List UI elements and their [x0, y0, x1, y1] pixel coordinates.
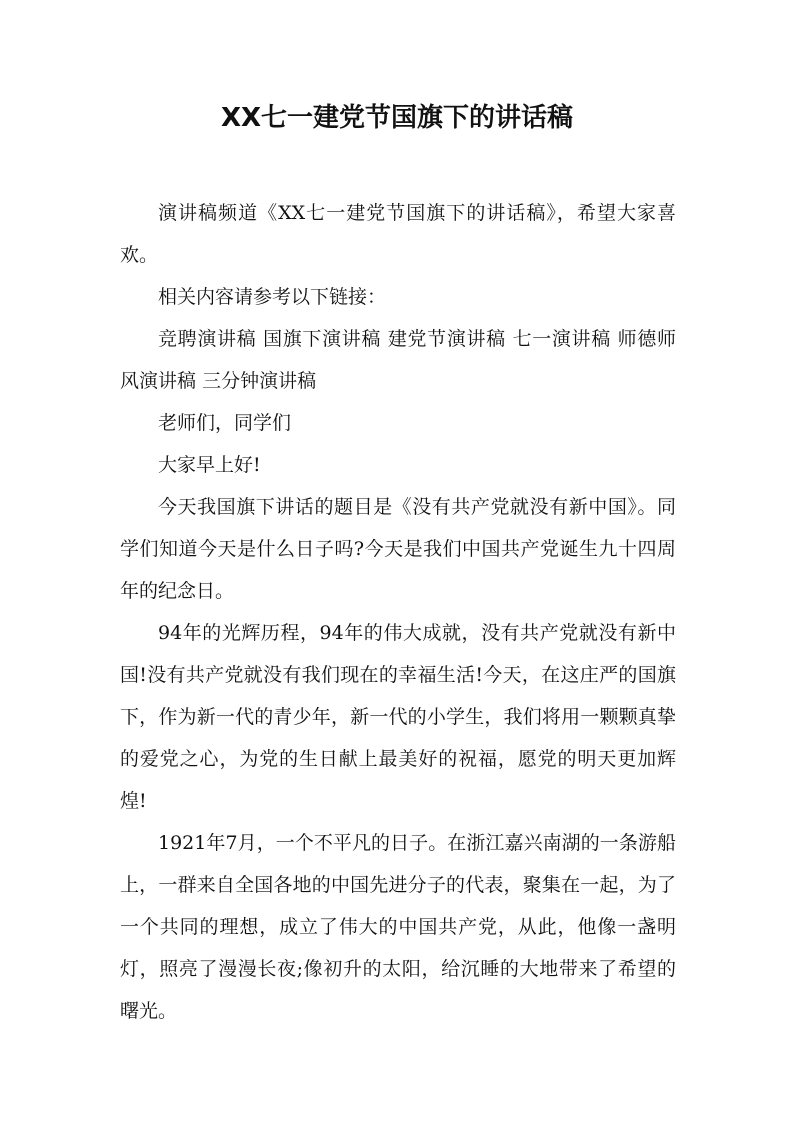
history-paragraph: 1921年7月，一个不平凡的日子。在浙江嘉兴南湖的一条游船上，一群来自全国各地的中国先进分子的代表，聚集在一起，为了一个共同的理想，成立了伟大的中国共产党，从此，他像一盏明灯，照亮了漫漫长夜;像初升的太阳，给沉睡的大地带来了希望的曙光。 — [120, 832, 676, 1022]
document-body — [120, 192, 676, 1032]
morning-greeting-paragraph: 大家早上好! — [158, 454, 261, 476]
link-flag-speech[interactable]: 国旗下演讲稿 — [263, 328, 382, 350]
links-intro-paragraph: 相关内容请参考以下链接： — [158, 286, 387, 308]
link-teacher-ethics-speech[interactable]: 师德师风演讲稿 — [120, 328, 676, 392]
intro-paragraph: 演讲稿频道《XX七一建党节国旗下的讲话稿》，希望大家喜欢。 — [120, 202, 676, 266]
link-party-day-speech[interactable]: 建党节演讲稿 — [387, 328, 506, 350]
related-links — [120, 318, 676, 402]
link-july-first-speech[interactable]: 七一演讲稿 — [512, 328, 611, 350]
achievement-paragraph: 94年的光辉历程，94年的伟大成就，没有共产党就没有新中国!没有共产党就没有我们现在的幸福生活!今天，在这庄严的国旗下，作为新一代的青少年，新一代的小学生，我们将用一颗颗真挚的爱党之心，为党的生日献上最美好的祝福，愿党的明天更加辉煌! — [120, 622, 676, 812]
link-competition-speech[interactable]: 竞聘演讲稿 — [158, 328, 257, 350]
document-title: XX七一建党节国旗下的讲话稿 — [220, 103, 574, 133]
topic-paragraph: 今天我国旗下讲话的题目是《没有共产党就没有新中国》。同学们知道今天是什么日子吗?今天是我们中国共产党诞生九十四周年的纪念日。 — [120, 496, 676, 602]
link-three-minute-speech[interactable]: 三分钟演讲稿 — [202, 370, 317, 392]
greeting-paragraph: 老师们，同学们 — [158, 412, 292, 434]
